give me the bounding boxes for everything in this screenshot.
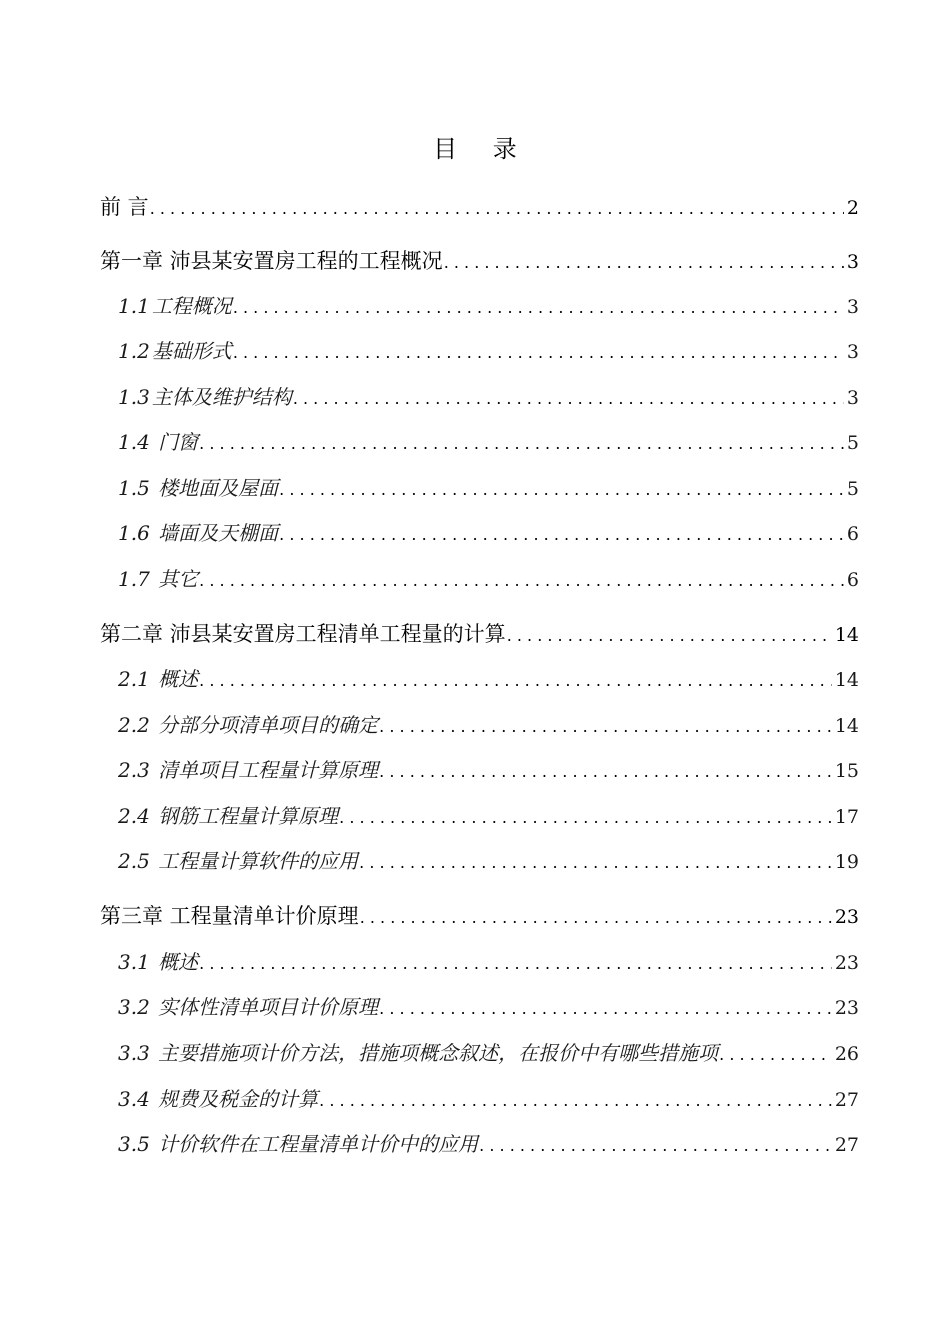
toc-entry-title: 前 言 (100, 195, 149, 219)
toc-section-title: 概述 (158, 667, 199, 691)
toc-section-number: 1.4 (118, 430, 150, 454)
toc-entry-1-6[interactable] (118, 517, 859, 549)
dot-leader (319, 1085, 832, 1117)
toc-page-number: 6 (846, 569, 859, 591)
toc-section-number: 2.3 (118, 758, 150, 782)
toc-section-title: 其它 (158, 567, 199, 591)
dot-leader (359, 847, 832, 879)
toc-page-number: 26 (834, 1043, 859, 1065)
toc-entry-title: 第二章 沛县某安置房工程清单工程量的计算 (100, 622, 506, 646)
toc-page-number: 3 (846, 341, 859, 363)
toc-entry-2-5[interactable] (118, 845, 859, 877)
toc-section-title: 基础形式 (151, 339, 232, 363)
toc-entry-title (118, 663, 198, 695)
dot-leader (233, 292, 844, 324)
toc-page-number: 17 (834, 806, 859, 828)
toc-entry-3-5[interactable] (118, 1128, 859, 1160)
toc-entry-title (118, 290, 232, 322)
toc-entry-title (118, 563, 198, 595)
toc-entry-title (118, 1083, 318, 1115)
toc-entry-title (118, 472, 278, 504)
toc-section-title: 实体性清单项目计价原理 (158, 995, 379, 1019)
toc-section-title: 工程量计算软件的应用 (158, 849, 359, 873)
toc-section-number: 3.3 (118, 1041, 150, 1065)
toc-page-number: 3 (846, 251, 859, 273)
toc-page-number: 27 (834, 1134, 859, 1156)
toc-entry-2-1[interactable] (118, 663, 859, 695)
dot-leader (379, 711, 832, 743)
dot-leader (233, 337, 844, 369)
dot-leader (150, 193, 844, 225)
toc-entry-title (118, 754, 378, 786)
toc-entry-title (118, 517, 278, 549)
toc-section-title: 楼地面及屋面 (158, 476, 279, 500)
toc-section-number: 2.5 (118, 849, 150, 873)
dot-leader (339, 802, 832, 834)
toc-page-number: 2 (846, 197, 859, 219)
toc-page-number: 15 (834, 760, 859, 782)
toc-entry-title (118, 426, 198, 458)
toc-section-number: 1.6 (118, 521, 150, 545)
toc-entry-3-4[interactable] (118, 1083, 859, 1115)
toc-section-number: 3.5 (118, 1132, 150, 1156)
toc-entry-1-3[interactable] (118, 381, 859, 413)
toc-entry-title (118, 709, 378, 741)
toc-entry-title: 第一章 沛县某安置房工程的工程概况 (100, 249, 443, 273)
toc-page-number: 3 (846, 387, 859, 409)
toc-page-number: 23 (834, 997, 859, 1019)
toc-page-number: 23 (834, 906, 859, 928)
dot-leader (199, 428, 844, 460)
toc-entry-1-1[interactable] (118, 290, 859, 322)
toc-section-title: 工程概况 (151, 294, 232, 318)
toc-section-title: 门窗 (158, 430, 199, 454)
toc-entry-title (118, 845, 358, 877)
toc-entry-chapter-2[interactable] (100, 618, 859, 650)
toc-entry-title (118, 946, 198, 978)
dot-leader (479, 1130, 832, 1162)
toc-section-number: 1.2 (118, 339, 150, 363)
toc-section-title: 概述 (158, 950, 199, 974)
toc-page-number: 14 (834, 624, 859, 646)
toc-section-title: 计价软件在工程量清单计价中的应用 (158, 1132, 479, 1156)
toc-section-number: 1.3 (118, 385, 150, 409)
toc-page-number: 19 (834, 851, 859, 873)
dot-leader (293, 383, 844, 415)
toc-page-number: 14 (834, 669, 859, 691)
toc-entry-title (118, 1037, 718, 1069)
toc-entry-chapter-3[interactable] (100, 900, 859, 932)
page-title: 目 录 (433, 135, 531, 163)
dot-leader (719, 1039, 832, 1071)
toc-page-number: 5 (846, 432, 859, 454)
toc-section-number: 1.7 (118, 567, 150, 591)
dot-leader (279, 474, 844, 506)
toc-section-number: 3.1 (118, 950, 150, 974)
dot-leader (360, 902, 832, 934)
toc-section-number: 3.4 (118, 1087, 150, 1111)
dot-leader (379, 756, 832, 788)
toc-entry-1-7[interactable] (118, 563, 859, 595)
toc-entry-2-2[interactable] (118, 709, 859, 741)
toc-entry-title (118, 1128, 478, 1160)
toc-section-title: 主体及维护结构 (151, 385, 292, 409)
toc-entry-3-2[interactable] (118, 991, 859, 1023)
toc-entry-1-4[interactable] (118, 426, 859, 458)
dot-leader (279, 519, 844, 551)
toc-section-number: 3.2 (118, 995, 150, 1019)
toc-entry-title: 第三章 工程量清单计价原理 (100, 904, 359, 928)
toc-section-title: 清单项目工程量计算原理 (158, 758, 379, 782)
toc-section-title: 分部分项清单项目的确定 (158, 713, 379, 737)
dot-leader (199, 948, 832, 980)
toc-page-number: 23 (834, 952, 859, 974)
toc-entry-3-1[interactable] (118, 946, 859, 978)
toc-entry-title (118, 991, 378, 1023)
toc-entry-title (118, 381, 292, 413)
toc-section-title: 钢筋工程量计算原理 (158, 804, 339, 828)
toc-entry-1-5[interactable] (118, 472, 859, 504)
toc-entry-preface[interactable] (100, 191, 859, 223)
toc-entry-2-3[interactable] (118, 754, 859, 786)
toc-entry-title (118, 800, 338, 832)
toc-section-title: 主要措施项计价方法，措施项概念叙述，在报价中有哪些措施项 (158, 1041, 719, 1065)
toc-section-number: 1.5 (118, 476, 150, 500)
toc-page-number: 27 (834, 1089, 859, 1111)
toc-entry-3-3[interactable] (118, 1037, 859, 1069)
toc-entry-2-4[interactable] (118, 800, 859, 832)
toc-section-number: 2.4 (118, 804, 150, 828)
dot-leader (507, 620, 832, 652)
toc-page-number: 14 (834, 715, 859, 737)
toc-section-number: 2.1 (118, 667, 150, 691)
dot-leader (199, 665, 832, 697)
toc-section-title: 墙面及天棚面 (158, 521, 279, 545)
toc-page-number: 6 (846, 523, 859, 545)
toc-page-number: 3 (846, 296, 859, 318)
toc-page-number: 5 (846, 478, 859, 500)
dot-leader (444, 247, 844, 279)
toc-section-number: 1.1 (118, 294, 150, 318)
toc-section-number: 2.2 (118, 713, 150, 737)
toc-section-title: 规费及税金的计算 (158, 1087, 319, 1111)
dot-leader (199, 565, 844, 597)
dot-leader (379, 993, 832, 1025)
toc-entry-chapter-1[interactable] (100, 245, 859, 277)
toc-entry-1-2[interactable] (118, 335, 859, 367)
toc-entry-title (118, 335, 232, 367)
